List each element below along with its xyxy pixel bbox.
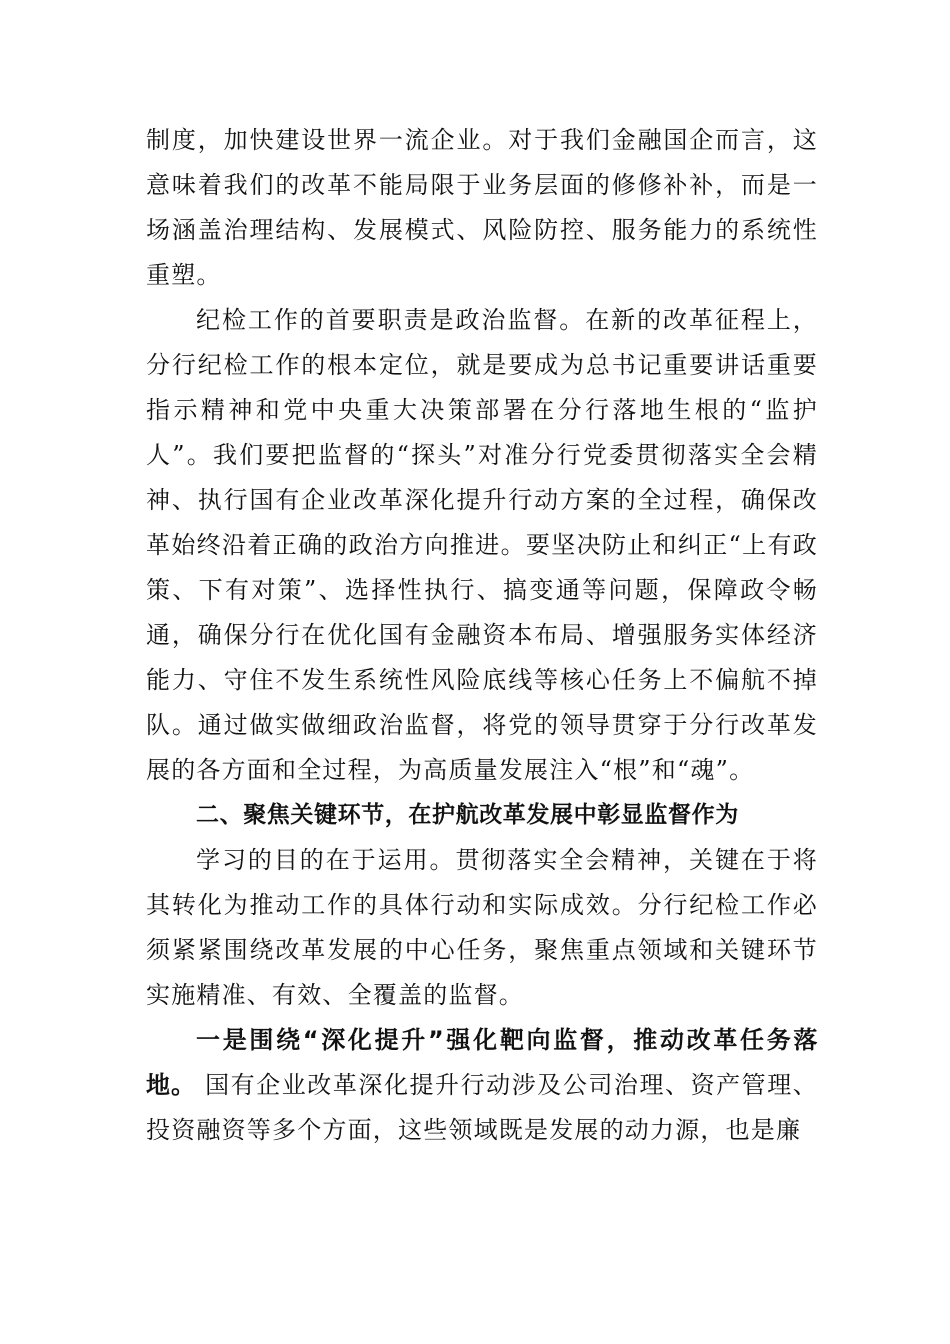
paragraph-learning-application: 学习的目的在于运用。贯彻落实全会精神，关键在于将其转化为推动工作的具体行动和实际成效。分行纪检工作必须紧紧围绕改革发展的中心任务，聚焦重点领域和关键环节实施精准、有效、全覆盖的监督。 [146, 846, 818, 1009]
document-body [146, 118, 818, 1153]
paragraph-body-text: 国有企业改革深化提升行动涉及公司治理、资产管理、投资融资等多个方面，这些领域既是发展的动力源，也是廉 [146, 1071, 818, 1144]
paragraph-continuation: 制度，加快建设世界一流企业。对于我们金融国企而言，这意味着我们的改革不能局限于业务层面的修修补补，而是一场涵盖治理结构、发展模式、风险防控、服务能力的系统性重塑。 [146, 126, 818, 289]
section-heading: 二、聚焦关键环节，在护航改革发展中彰显监督作为 [196, 802, 739, 828]
paragraph-political-supervision: 纪检工作的首要职责是政治监督。在新的改革征程上，分行纪检工作的根本定位，就是要成为总书记重要讲话重要指示精神和党中央重大决策部署在分行落地生根的“监护人”。我们要把监督的“探头”对准分行党委贯彻落实全会精神、执行国有企业改革深化提升行动方案的全过程，确保改革始终沿着正确的政治方向推进。要坚决防止和纠正“上有政策、下有对策”、选择性执行、搞变通等问题，保障政令畅通，确保分行在优化国有金融资本布局、增强服务实体经济能力、守住不发生系统性风险底线等核心任务上不偏航不掉队。通过做实做细政治监督，将党的领导贯穿于分行改革发展的各方面和全过程，为高质量发展注入“根”和“魂”。 [146, 306, 818, 784]
paragraph-deepening-reform [146, 1018, 818, 1153]
paragraph-lead-bold: 一是围绕“深化提升”强化靶向监督，推动改革任务落地。 [146, 1026, 818, 1099]
